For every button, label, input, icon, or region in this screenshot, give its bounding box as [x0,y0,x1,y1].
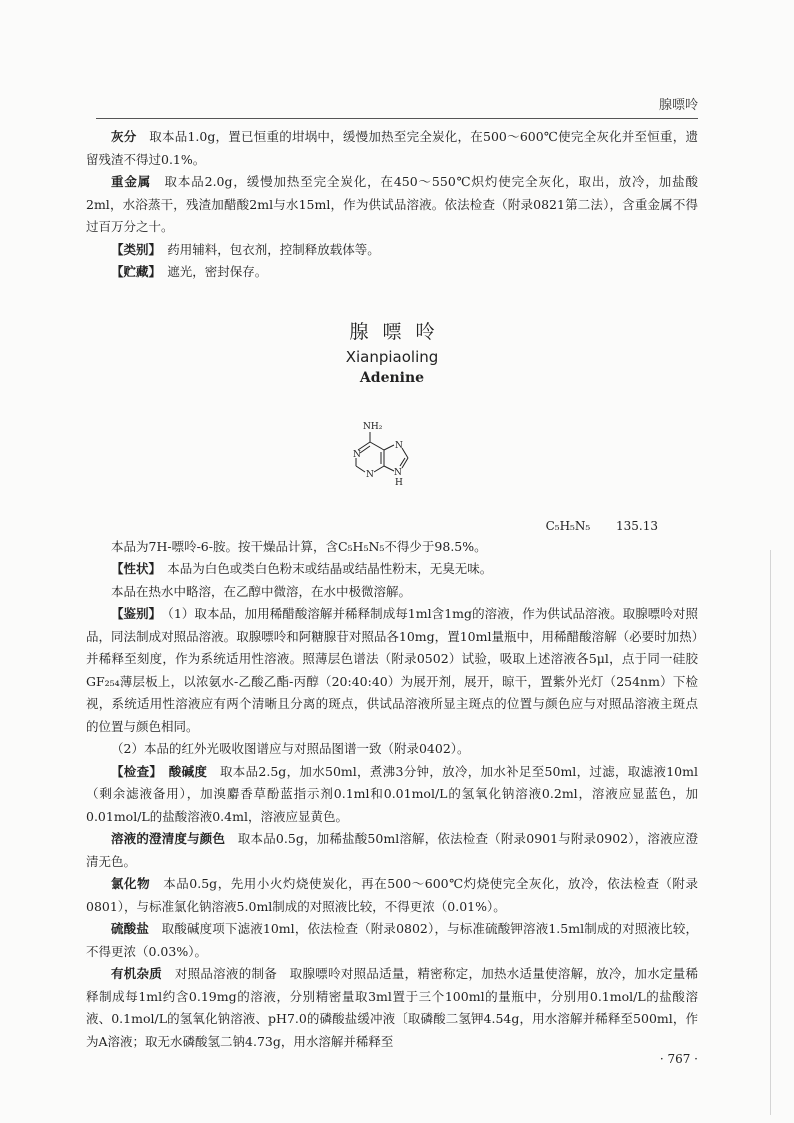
bond-c4-n3 [374,466,384,472]
ash-term: 灰分 [111,129,137,144]
tests-term: 【检查】 [111,763,156,779]
title-pinyin: Xianpiaoling [345,347,439,366]
label-n1: N [353,449,361,460]
ash-text: 取本品1.0g，置已恒重的坩埚中，缓慢加热至完全炭化，在500～600℃使完全灰化并至恒重，遗留残渣不得过0.1%。 [86,129,698,167]
identification-term: 【鉴别】 [111,606,155,621]
organic-paragraph [86,963,698,1053]
bond-n9-c4 [384,466,394,471]
title-chinese: 腺嘌呤 [349,320,449,343]
description-paragraph [86,558,698,581]
acidity-text: 取本品2.5g，加水50ml，煮沸3分钟，放冷，加水补足至50ml，过滤，取滤液10ml（剩余滤液备用），加溴麝香草酚蓝指示剂0.1ml和0.01mol/L的氢氧化钠溶液0.2ml，溶液应显蓝色，加0.01mol/L的盐酸溶液0.4ml，溶液应显黄色。 [86,763,698,824]
storage-text: 遮光，密封保存。 [167,264,268,279]
storage-term: 【贮藏】 [111,264,155,279]
bond-n1-c6 [358,442,370,450]
chloride-paragraph [86,873,698,918]
identification-paragraph-1 [86,603,698,738]
label-n7: N [395,440,403,451]
label-n3: N [366,469,374,480]
category-text: 药用辅料，包衣剂，控制释放载体等。 [167,241,380,257]
label-nh2: NH₂ [363,421,383,432]
chloride-text: 本品0.5g，先用小火灼烧使炭化，再在500～600℃灼烧使完全灰化，放冷，依法检查（附录0801），与标准氯化钠溶液5.0ml制成的对照液比较，不得更浓（0.01%）。 [86,876,698,914]
scan-edge-line [770,550,771,1115]
clarity-term: 溶液的澄清度与颜色 [111,831,226,846]
bond-c5-n7 [384,445,394,450]
adenine-structure-svg [332,408,452,516]
bond-c6-c5 [370,442,384,450]
clarity-text: 取本品0.5g，加稀盐酸50ml溶解，依法检查（附录0901与附录0902），溶液应澄清无色。 [86,831,698,869]
heavy-metal-term: 重金属 [111,174,152,189]
organic-term: 有机杂质 [111,966,163,981]
page-content [86,126,698,1053]
description-text: 本品为白色或类白色粉末或结晶或结晶性粉末，无臭无味。 [167,561,493,576]
label-h: H [395,477,403,488]
bond-n3-c2 [356,466,365,472]
monograph-title-block [86,318,698,388]
molecular-formula: C₅H₅N₅ [545,518,591,533]
clarity-paragraph [86,828,698,873]
page-number: · 767 · [659,1052,698,1066]
description-term: 【性状】 [111,561,155,576]
category-paragraph [86,239,698,262]
structure-diagram [86,408,698,516]
bond-n1-c6-double [360,446,370,453]
category-term: 【类别】 [111,241,155,257]
formula-line [86,516,698,536]
heavy-metal-text: 取本品2.0g，缓慢加热至完全炭化，在450～550℃炽灼使完全灰化，取出，放冷，加盐酸2ml，水浴蒸干，残渣加醋酸2ml与水15ml，作为供试品溶液。依法检查（附录0821第二法），含重金属不得过百万分之十。 [86,174,698,234]
molecular-weight: 135.13 [616,518,658,533]
heavy-metal-paragraph [86,171,698,239]
bond-n7-c8 [402,448,408,458]
label-n9: N [394,467,402,478]
header-rule [96,118,698,119]
sulfate-paragraph [86,918,698,963]
definition-paragraph: 本品为7H-嘌呤-6-胺。按干燥品计算，含C₅H₅N₅不得少于98.5%。 [111,538,487,554]
acidity-term: 酸碱度 [168,763,208,779]
sulfate-term: 硫酸盐 [111,921,149,936]
ash-paragraph [86,126,698,171]
chloride-term: 氯化物 [111,876,151,891]
title-english: Adenine [359,369,425,386]
identification-item-1: （1）取本品，加用稀醋酸溶解并稀释制成每1ml含1mg的溶液，作为供试品溶液。取腺嘌呤对照品，同法制成对照品溶液。取腺嘌呤和阿糖腺苷对照品各10mg，置10ml量瓶中，用稀醋酸溶解（必要时加热）并稀释至刻度，作为系统适用性溶液。照薄层色谱法（附录0502）试验，吸取上述溶液各5μl，点于同一硅胶GF₂₅₄薄层板上，以浓氨水-乙酸乙酯-丙醇（20:40:40）为展开剂，展开，晾干，置紫外光灯（254nm）下检视，系统适用性溶液应有两个清晰且分离的斑点，供试品溶液所显主斑点的位置与颜色应与对照品溶液主斑点的位置与颜色相同。 [86,606,698,734]
running-header-title: 腺嘌呤 [658,98,698,113]
bond-c8-n9 [402,458,408,468]
solubility-paragraph: 本品在热水中略溶，在乙醇中微溶，在水中极微溶解。 [111,583,412,599]
storage-paragraph [86,261,698,284]
acidity-paragraph [86,761,698,829]
sulfate-text: 取酸碱度项下滤液10ml，依法检查（附录0802），与标准硫酸钾溶液1.5ml制成的对照液比较，不得更浓（0.03%）。 [86,921,698,959]
organic-text: 对照品溶液的制备 取腺嘌呤对照品适量，精密称定，加热水适量使溶解，放冷，加水定量稀释制成每1ml约含0.19mg的溶液，分别精密量取3ml置于三个100ml的量瓶中，分别用0.1mol/L的盐酸溶液、0.1mol/L的氢氧化钠溶液、pH7.0的磷酸盐缓冲液〔取磷酸二氢钾4.54g，用水溶解并稀释至500ml，作为A溶液；取无水磷酸氢二钠4.73g，用水溶解并稀释至 [86,966,698,1049]
identification-paragraph-2: （2）本品的红外光吸收图谱应与对照品图谱一致（附录0402）。 [111,741,470,756]
